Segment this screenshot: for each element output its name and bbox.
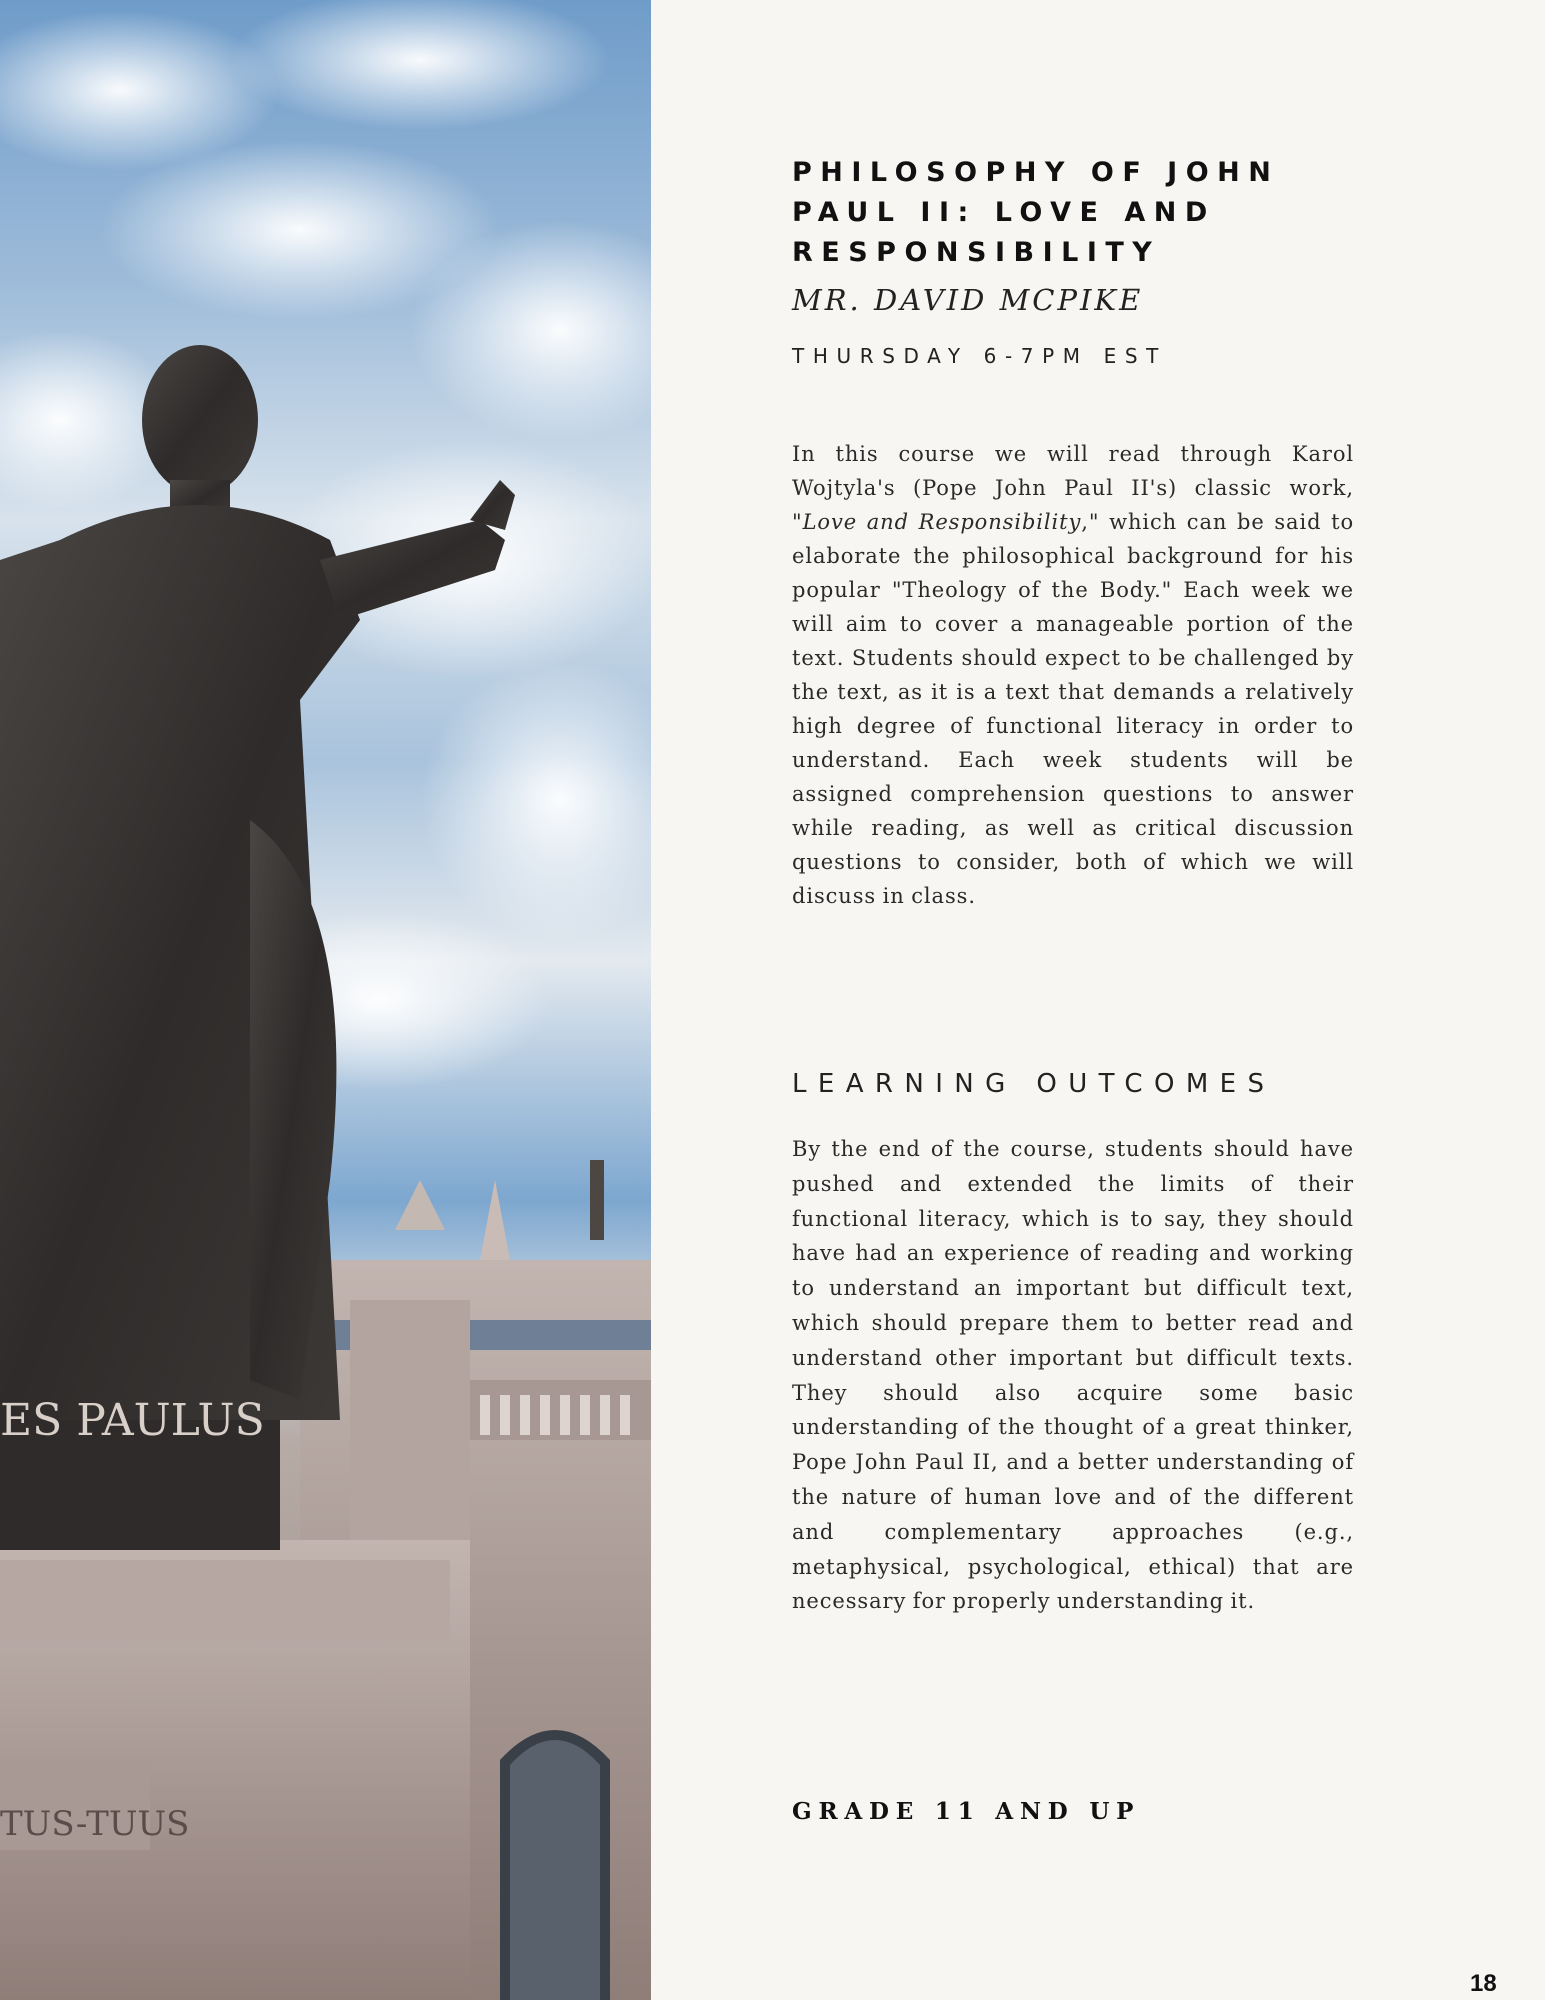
inscription-paulus: ES PAULUS [0, 1395, 265, 1446]
learning-outcomes-text: By the end of the course, students should have pushed and extended the limits of their functional literacy, which is to say, they should have had an experience of reading and working to understand an important but difficult text, which should prepare them to better read and understand other important but difficult texts. They should also acquire some basic understanding of the thought of a great thinker, Pope John Paul II, and a better understanding of the nature of human love and of the different and complementary approaches (e.g., metaphysical, psychological, ethical) that are necessary for properly understanding it. [792, 1137, 1354, 1614]
learning-outcomes-heading: LEARNING OUTCOMES [792, 1069, 1276, 1099]
description-text-start: In this course we will read through Karol Wojtyla's (Pope John Paul II's) classic work, " [792, 442, 1354, 534]
statue-photo [0, 0, 651, 2000]
book-title: Love and Responsibility [802, 510, 1082, 534]
course-schedule: THURSDAY 6-7PM EST [792, 344, 1167, 368]
statue-illustration [0, 0, 651, 2000]
page-number: 18 [1470, 1970, 1497, 1997]
description-text-end: ," which can be said to elaborate the philosophical background for his popular "Theology of the Body." Each week we will aim to cover a manageable portion of the text. Students should expect to be challenged by the text, as it is a text that demands a relatively high degree of functional literacy in order to understand. Each week students will be assigned comprehension questions to answer while reading, as well as critical discussion questions to consider, both of which we will discuss in class. [792, 510, 1354, 908]
course-title: PHILOSOPHY OF JOHN PAUL II: LOVE AND RESPONSIBILITY [792, 157, 1280, 268]
course-description [792, 437, 1354, 913]
grade-level: GRADE 11 AND UP [792, 1798, 1141, 1825]
instructor-name: MR. DAVID MCPIKE [792, 283, 1144, 317]
inscription-totus-tuus: TUS-TUUS [0, 1804, 190, 1844]
